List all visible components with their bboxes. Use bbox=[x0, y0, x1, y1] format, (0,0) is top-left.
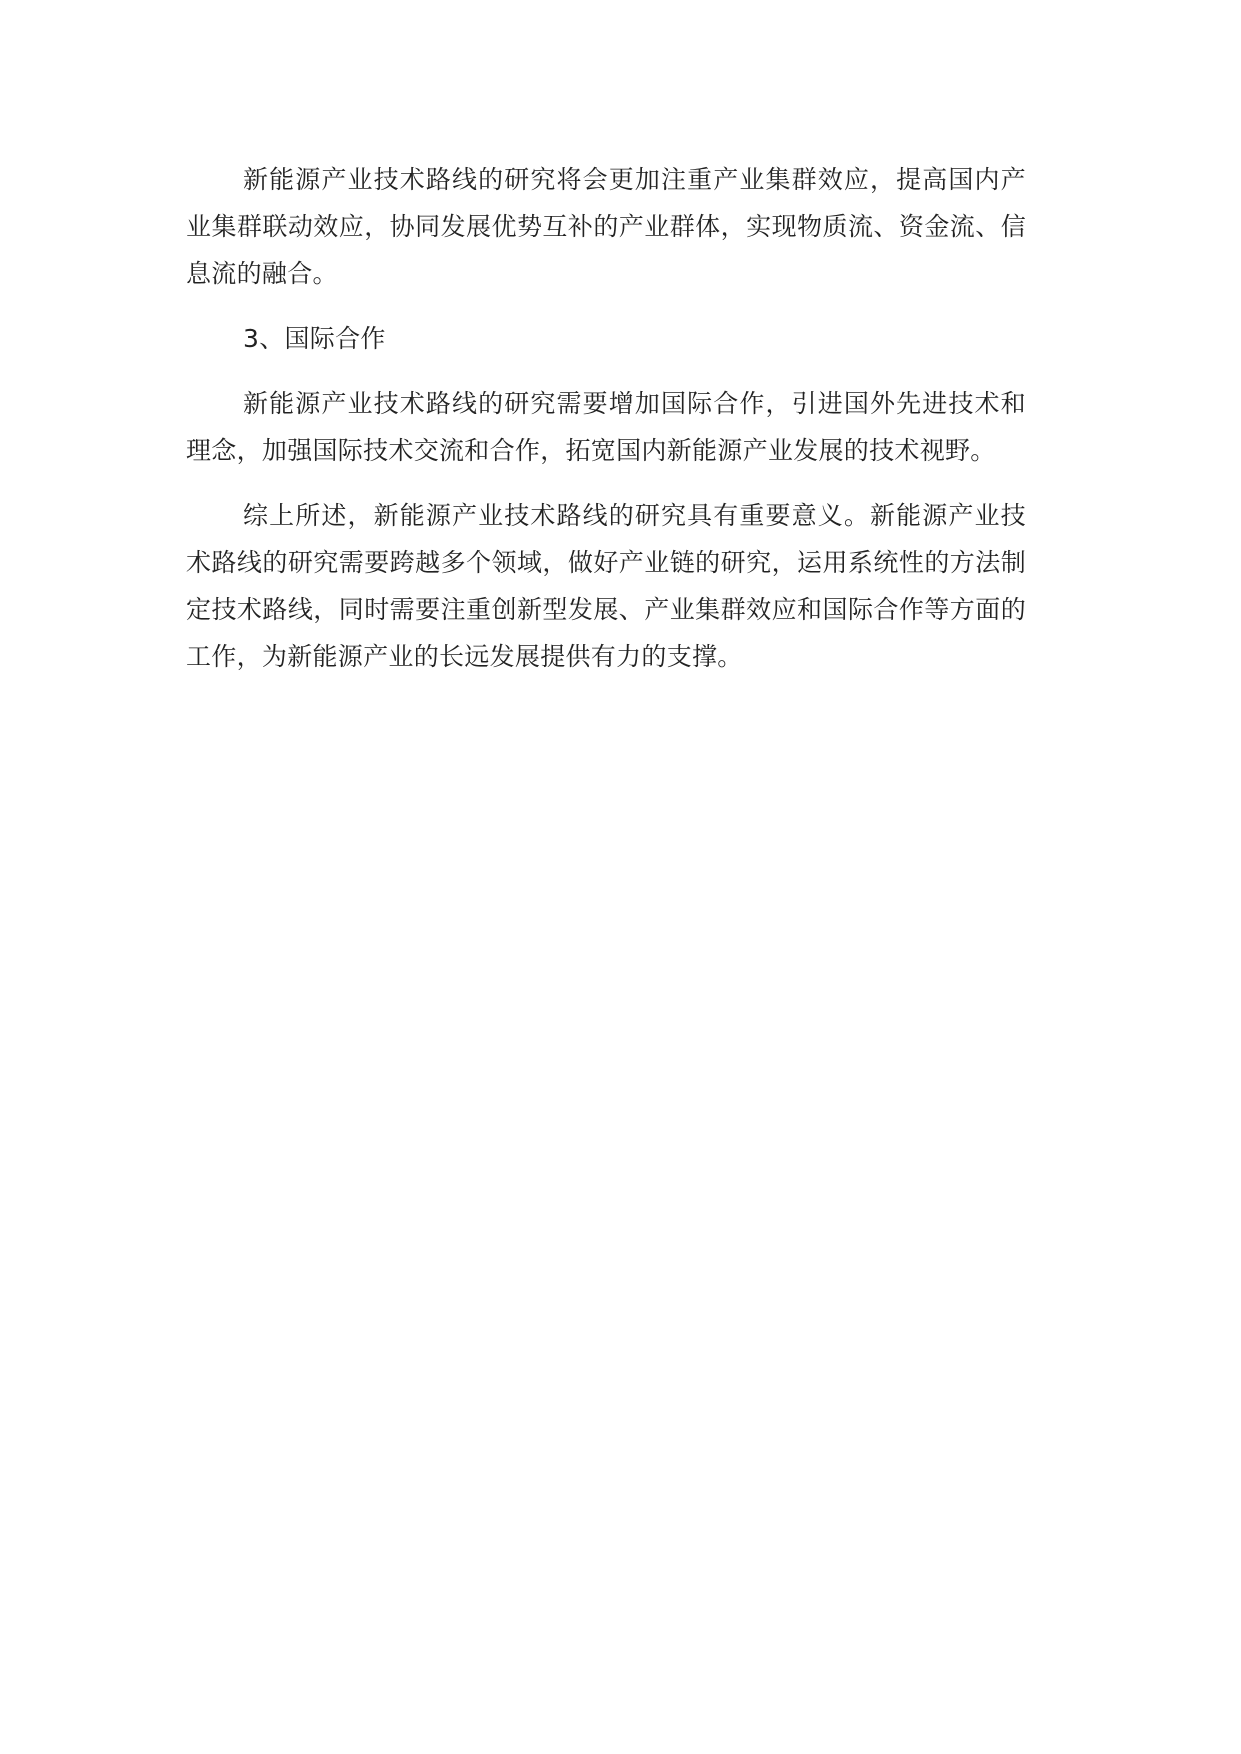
paragraph-conclusion: 综上所述，新能源产业技术路线的研究具有重要意义。新能源产业技术路线的研究需要跨越多个领域，做好产业链的研究，运用系统性的方法制定技术路线，同时需要注重创新型发展、产业集群效应和国际合作等方面的工作，为新能源产业的长远发展提供有力的支撑。 bbox=[186, 501, 1026, 671]
document-body bbox=[186, 156, 1026, 698]
paragraph-industrial-cluster: 新能源产业技术路线的研究将会更加注重产业集群效应，提高国内产业集群联动效应，协同发展优势互补的产业群体，实现物质流、资金流、信息流的融合。 bbox=[186, 165, 1026, 288]
section-heading-international-cooperation: 3、国际合作 bbox=[243, 324, 386, 353]
paragraph-international-cooperation: 新能源产业技术路线的研究需要增加国际合作，引进国外先进技术和理念，加强国际技术交流和合作，拓宽国内新能源产业发展的技术视野。 bbox=[186, 389, 1026, 465]
